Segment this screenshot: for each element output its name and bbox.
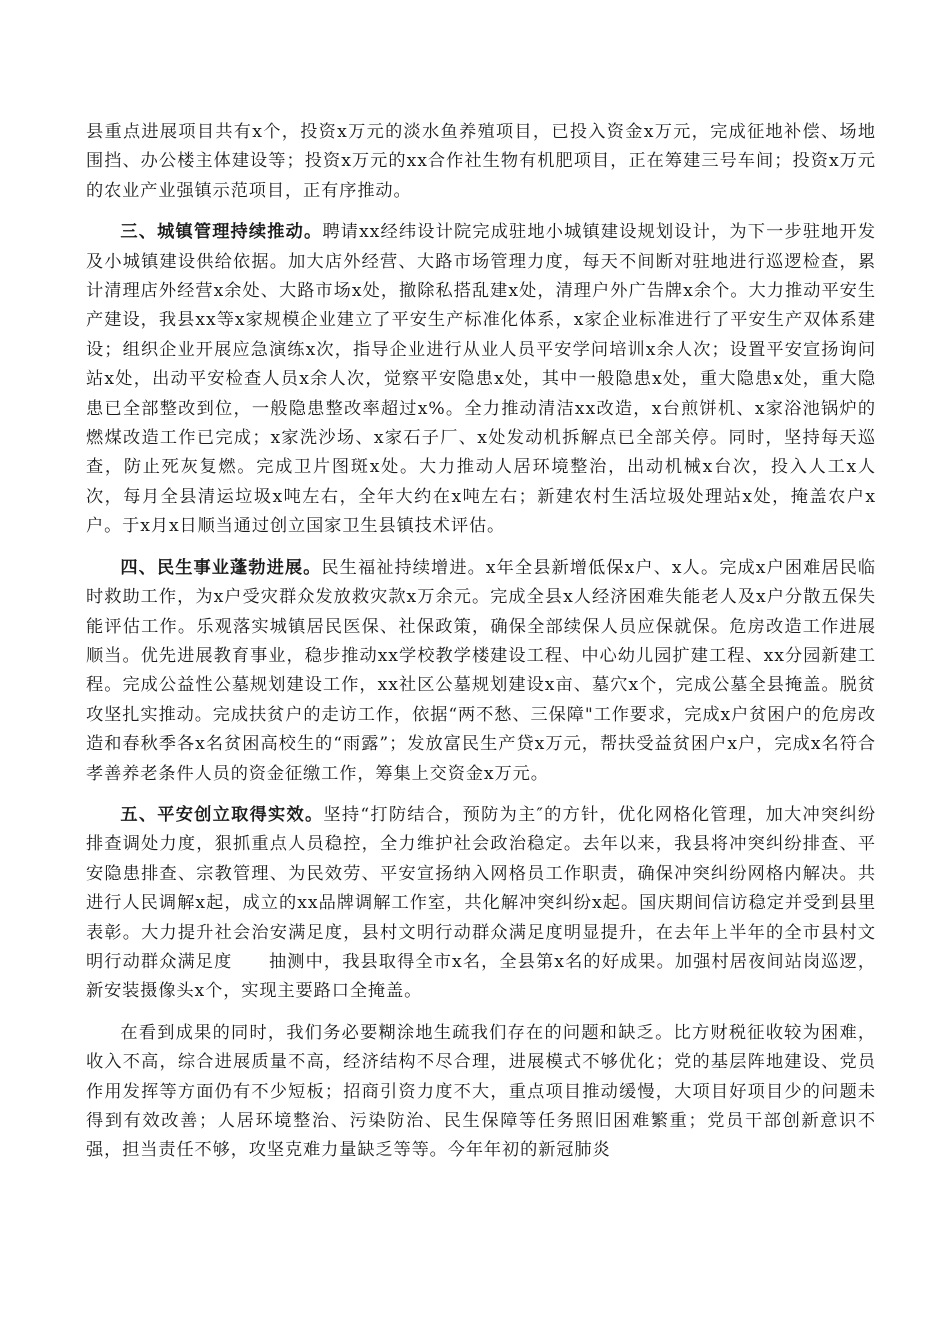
document-page [86,118,876,1178]
section-heading: 三、城镇管理持续推动。 [120,222,323,243]
section-safety [86,801,876,1007]
section-heading: 五、平安创立取得实效。 [120,804,324,825]
section-heading: 四、民生事业蓬勃进展。 [120,557,322,578]
paragraph-text: 聘请xx经纬设计院完成驻地小城镇建设规划设计，为下一步驻地开发及小城镇建设供给依据。加大店外经营、大路市场管理力度，每天不间断对驻地进行巡逻检查，累计清理店外经营x余处、大路市场x处，撤除私搭乱建x处，清理户外广告牌x余个。大力推动平安生产建设，我县xx等x家规模企业建立了平安生产标准化体系，x家企业标准进行了平安生产双体系建设；组织企业开展应急演练x次，指导企业进行从业人员平安学问培训x余人次；设置平安宣扬询问站x处，出动平安检查人员x余人次，觉察平安隐患x处，其中一般隐患x处，重大隐患x处，重大隐患已全部整改到位，一般隐患整改率超过x%。全力推动清洁xx改造，x台煎饼机、x家浴池锅炉的燃煤改造工作已完成；x家洗沙场、x家石子厂、x处发动机拆解点已全部关停。同时，坚持每天巡查，防止死灰复燃。完成卫片图斑x处。大力推动人居环境整治，出动机械x台次，投入人工x人次，每月全县清运垃圾x吨左右，全年大约在x吨左右；新建农村生活垃圾处理站x处，掩盖农户x户。于x月x日顺当通过创立国家卫生县镇技术评估。 [86,222,876,537]
section-urban-management [86,218,876,541]
section-livelihood [86,554,876,789]
paragraph-text: 县重点进展项目共有x个，投资x万元的淡水鱼养殖项目，已投入资金x万元，完成征地补偿、场地围挡、办公楼主体建设等；投资x万元的xx合作社生物有机肥项目，正在筹建三号车间；投资x万元的农业产业强镇示范项目，正有序推动。 [86,122,876,201]
paragraph-text: 在看到成果的同时，我们务必要糊涂地生疏我们存在的问题和缺乏。比方财税征收较为困难，收入不高，综合进展质量不高，经济结构不尽合理，进展模式不够优化；党的基层阵地建设、党员作用发挥等方面仍有不少短板；招商引资力度不大，重点项目推动缓慢，大项目好项目少的问题未得到有效改善；人居环境整治、污染防治、民生保障等任务照旧困难繁重；党员干部创新意识不强，担当责任不够，攻坚克难力量缺乏等等。今年年初的新冠肺炎 [86,1022,876,1161]
paragraph-problems [86,1019,876,1166]
paragraph-text: 坚持“打防结合，预防为主″的方针，优化网格化管理，加大冲突纠纷排查调处力度，狠抓重点人员稳控，全力维护社会政治稳定。去年以来，我县将冲突纠纷排查、平安隐患排查、宗教管理、为民效劳、平安宣扬纳入网格员工作职责，确保冲突纠纷网格内解决。共进行人民调解x起，成立的xx品牌调解工作室，共化解冲突纠纷x起。国庆期间信访稳定并受到县里表彰。大力提升社会治安满足度，县村文明行动群众满足度明显提升，在去年上半年的全市县村文明行动群众满足度 抽测中，我县取得全市x名，全县第x名的好成果。加强村居夜间站岗巡逻，新安装摄像头x个，实现主要路口全掩盖。 [86,804,876,1002]
paragraph-text: 民生福祉持续增进。x年全县新增低保x户、x人。完成x户困难居民临时救助工作，为x户受灾群众发放救灾款x万余元。完成全县x人经济困难失能老人及x户分散五保失能评估工作。乐观落实城镇居民医保、社保政策，确保全部续保人员应保就保。危房改造工作进展顺当。优先进展教育事业，稳步推动xx学校教学楼建设工程、中心幼儿园扩建工程、xx分园新建工程。完成公益性公墓规划建设工作，xx社区公墓规划建设x亩、墓穴x个，完成公墓全县掩盖。脱贫攻坚扎实推动。完成扶贫户的走访工作，依据“两不愁、三保障"工作要求，完成x户贫困户的危房改造和春秋季各x名贫困高校生的“雨露”；发放富民生产贷x万元，帮扶受益贫困户x户，完成x名符合孝善养老条件人员的资金征缴工作，筹集上交资金x万元。 [86,557,876,784]
paragraph-continuation [86,118,876,206]
